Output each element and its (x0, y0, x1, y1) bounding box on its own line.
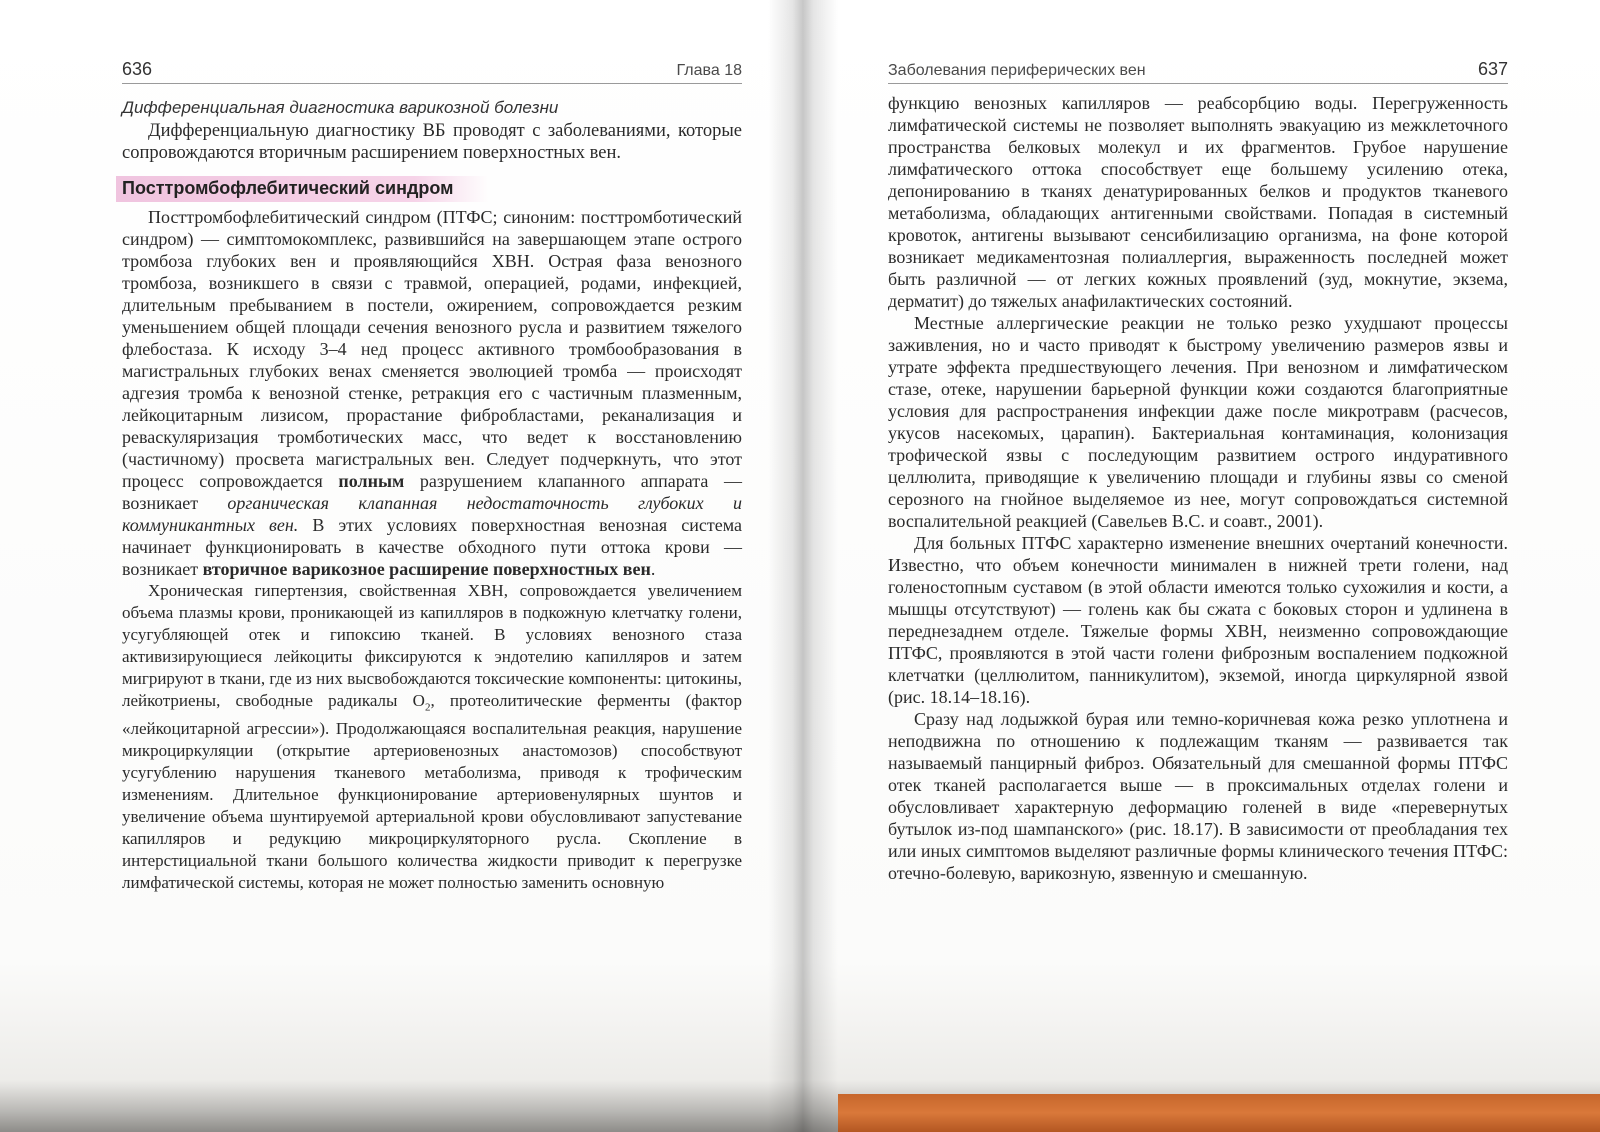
p1-text-d: . (650, 559, 656, 579)
right-chapter-label: Заболевания периферических вен (888, 62, 1146, 79)
p1-italic: органическая клапанная недостаточность глубоких и коммуникантных вен. (122, 493, 742, 535)
left-running-head (122, 56, 742, 84)
p1-text-c: В этих условиях поверхностная венозная система начинает функционировать в качестве обходного пути оттока крови — возникает (122, 515, 743, 579)
left-paragraph-2 (122, 580, 742, 894)
right-page (888, 56, 1508, 884)
book-gutter (768, 0, 838, 1132)
p2-text-a: Хроническая гипертензия, свойственная ХВН, сопровождается увеличением объема плазмы крови, проникающей из капилляров в подкожную клетчатку голени, усугубляющей отек и гипоксию тканей. В условиях венозного стаза активизирующиеся лейкоциты фиксируются к эндотелию капилляров и затем мигрируют в ткани, где из них высвобождаются токсические компоненты: цитокины, лейкотриены, свободные радикалы O (122, 581, 742, 710)
p1-bold-1: полным (338, 471, 405, 491)
left-paragraph-1 (122, 206, 742, 580)
right-paragraph-4: Сразу над лодыжкой бурая или темно-коричневая кожа резко уплотнена и неподвижна по отношению к подлежащим тканям — развивается так называемый панцирный фиброз. Обязательный для смешанной формы ПТФС отек тканей располагается выше — в проксимальных отделах голени и обусловливает характерную деформацию голеней в виде «перевернутых бутылок из-под шампанского» (рис. 18.17). В зависимости от преобладания тех или иных симптомов выделяют различные формы клинического течения ПТФС: отечно-болевую, варикозную, язвенную и смешанную. (888, 709, 1508, 883)
p2-text-b: , протеолитические ферменты (фактор «лейкоцитарной агрессии»). Продолжающаяся воспалительная реакция, нарушение микроциркуляции (открытие артериовенозных анастомозов) способствуют усугублению нарушения тканевого метаболизма, приводя к трофическим изменениям. Длительное функционирование артериовенулярных шунтов и увеличение объема шунтируемой артериальной крови обусловливают запустевание капилляров и редукцию микроциркуляторного русла. Скопление в интерстициальной ткани большого количества жидкости приводит к перегрузке лимфатической системы, которая не может полностью заменить основную (122, 691, 742, 893)
p1-text-a: Посттромбофлебитический синдром (ПТФС; синоним: посттромботический синдром) — симптомокомплекс, развившийся на завершающем этапе острого тромбоза глубоких вен и проявляющийся ХВН. Острая фаза венозного тромбоза, возникшего в связи с травмой, операцией, родами, инфекцией, длительным пребыванием в постели, ожирением, сопровождается резким уменьшением общей площади сечения венозного русла и развитием тяжелого флебостаза. К исходу 3–4 нед процесс активного тромбообразования в магистральных глубоких венах сменяется эволюцией тромба — происходят адгезия тромба к венозной стенке, ретракция его с частичным плазменным, лейкоцитарным лизисом, прорастание фибробластами, реканализация и реваскуляризация тромботических масс, что ведет к восстановлению (частичному) просвета магистральных вен. Следует подчеркнуть, что этот процесс сопровождается (122, 207, 742, 491)
right-running-head (888, 56, 1508, 84)
right-page-number: 637 (1477, 59, 1508, 79)
book-cover-edge (838, 1094, 1600, 1132)
intro-paragraph: Дифференциальную диагностику ВБ проводят с заболеваниями, которые сопровождаются вторичным расширением поверхностных вен. (122, 121, 742, 163)
left-page (122, 56, 742, 894)
left-page-number: 636 (122, 59, 153, 79)
right-paragraph-1: функцию венозных капилляров — реабсорбцию воды. Перегруженность лимфатической системы не позволяет выполнять эвакуацию из межклеточного пространства белковых молекул и их фрагментов. Грубое нарушение лимфатического оттока способствует еще большему усилению отека, депонированию в тканях денатурированных белков и продуктов тканевого метаболизма, обладающих антигенными свойствами. Попадая в системный кровоток, антигены вызывают сенсибилизацию организма, на фоне которой возникает медикаментозная полиаллергия, выраженность последней может быть различной — от легких кожных проявлений (зуд, мокнутие, экзема, дерматит) до тяжелых анафилактических состояний. (888, 93, 1508, 311)
left-chapter-label: Глава 18 (676, 62, 742, 79)
right-paragraph-3: Для больных ПТФС характерно изменение внешних очертаний конечности. Известно, что объем конечности минимален в нижней трети голени, над голеностопным суставом (в этой области имеются только сухожилия и кости, а мышцы отсутствуют) — голень как бы сжата с боковых сторон и удлинена в переднезаднем отделе. Тяжелые формы ХВН, неизменно сопровождающие ПТФС, проявляются в этой части голени фиброзным воспалением подкожной клетчатки (целлюлитом, панникулитом), экземой, иногда циркулярной язвой (рис. 18.14–18.16). (888, 533, 1508, 707)
p1-bold-2: вторичное варикозное расширение поверхностных вен (202, 559, 651, 579)
subsection-heading: Посттромбофлебитический синдром (116, 176, 489, 202)
p2-subscript: 2 (424, 701, 431, 714)
section-title: Дифференциальная диагностика варикозной болезни (122, 98, 559, 117)
right-paragraph-2: Местные аллергические реакции не только резко ухудшают процессы заживления, но и часто приводят к быстрому увеличению размеров язвы и утрате эффекта предшествующего лечения. При венозном и лимфатическом стазе, отеке, нарушении барьерной функции кожи создаются благоприятные условия для распространения инфекции даже после микротравм (расчесов, укусов насекомых, царапин). Бактериальная контаминация, колонизация трофической язвы с последующим развитием острого индуративного целлюлита, приводящие к увеличению площади и глубины язвы со сменой серозного на гнойное выделяемое из нее, могут сопровождаться системной воспалительной реакцией (Савельев В.С. и соавт., 2001). (888, 313, 1508, 531)
p1-text-b: разрушением клапанного аппарата — возникает (122, 471, 742, 513)
